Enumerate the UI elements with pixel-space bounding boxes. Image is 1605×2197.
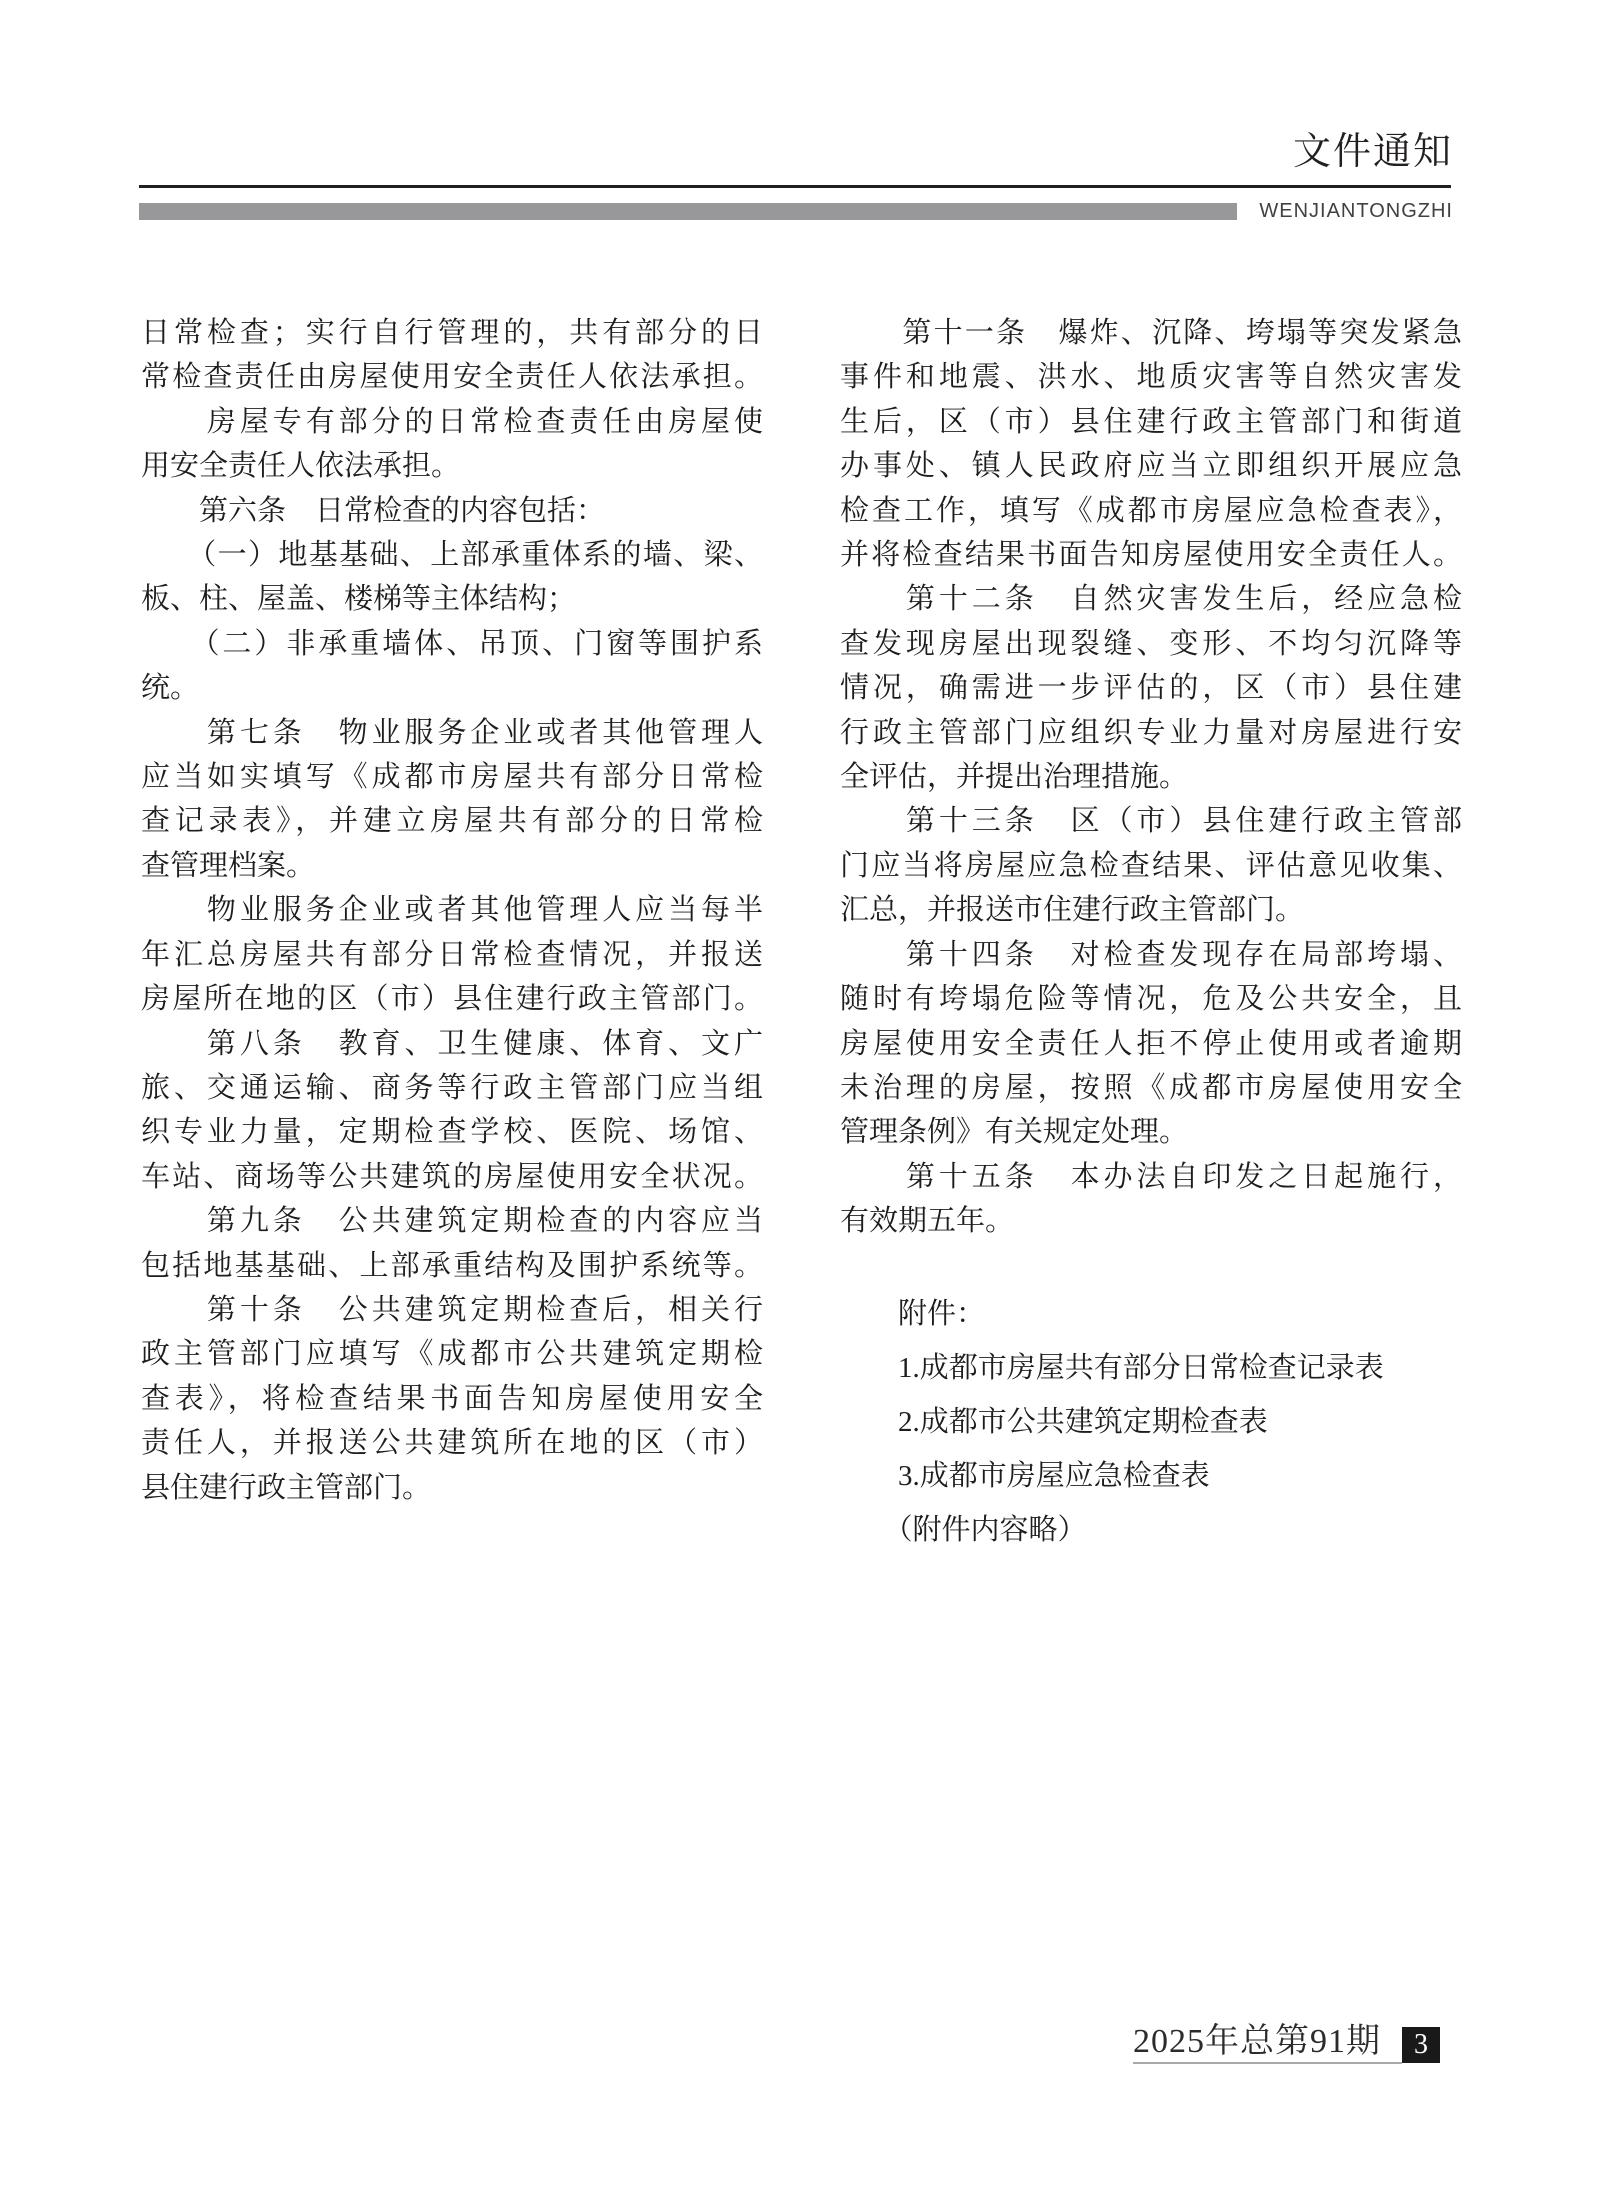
text-line: 汇总，并报送市住建行政主管部门。 [840, 894, 1305, 927]
text-line: 年汇总房屋共有部分日常检查情况，并报送 [141, 938, 763, 971]
column-right [840, 311, 1462, 1557]
text-line: 第七条 物业服务企业或者其他管理人 [141, 716, 763, 749]
text-line: 政主管部门应填写《成都市公共建筑定期检 [141, 1338, 763, 1371]
text-line: 第八条 教育、卫生健康、体育、文广 [141, 1027, 763, 1060]
text-line: 情况，确需进一步评估的，区（市）县住建 [840, 672, 1462, 705]
text-line: 第十三条 区（市）县住建行政主管部 [840, 805, 1462, 838]
header-subtitle-pinyin: WENJIANTONGZHI [1259, 200, 1453, 222]
column-right-body [840, 311, 1462, 1244]
text-line: 生后，区（市）县住建行政主管部门和街道 [840, 405, 1462, 438]
text-line: 包括地基基础、上部承重结构及围护系统等。 [141, 1249, 763, 1282]
text-line: （二）非承重墙体、吊顶、门窗等围护系 [141, 627, 763, 660]
text-line: 第十五条 本办法自印发之日起施行， [840, 1160, 1462, 1193]
text-line: 常检查责任由房屋使用安全责任人依法承担。 [141, 361, 763, 394]
text-line: 物业服务企业或者其他管理人应当每半 [141, 894, 763, 927]
text-line: 房屋所在地的区（市）县住建行政主管部门。 [141, 983, 763, 1016]
text-line: 统。 [141, 672, 200, 705]
text-line: 县住建行政主管部门。 [141, 1471, 432, 1504]
attachment-line: 2.成都市公共建筑定期检查表 [840, 1405, 1268, 1438]
text-line: 第六条 日常检查的内容包括： [141, 494, 606, 527]
text-line: 办事处、镇人民政府应当立即组织开展应急 [840, 450, 1462, 483]
text-line: 并将检查结果书面告知房屋使用安全责任人。 [840, 539, 1462, 572]
text-line: 第十二条 自然灾害发生后，经应急检 [840, 583, 1462, 616]
header-accent-bar [139, 203, 1237, 220]
text-line: 第十四条 对检查发现存在局部垮塌、 [840, 938, 1462, 971]
text-line: 车站、商场等公共建筑的房屋使用安全状况。 [141, 1160, 763, 1193]
text-line: 织专业力量，定期检查学校、医院、场馆、 [141, 1116, 763, 1149]
text-line: 旅、交通运输、商务等行政主管部门应当组 [141, 1071, 763, 1104]
column-left [141, 311, 763, 1557]
text-line: 板、柱、屋盖、楼梯等主体结构； [141, 583, 577, 616]
text-line: 全评估，并提出治理措施。 [840, 761, 1189, 794]
text-line: 房屋使用安全责任人拒不停止使用或者逾期 [840, 1027, 1462, 1060]
footer-rule [1133, 2062, 1402, 2064]
attachment-line: （附件内容略） [840, 1513, 1087, 1546]
text-line: 第九条 公共建筑定期检查的内容应当 [141, 1205, 763, 1238]
text-line: （一）地基基础、上部承重体系的墙、梁、 [141, 539, 763, 572]
page-number: 3 [1414, 2029, 1428, 2060]
text-line: 日常检查；实行自行管理的，共有部分的日 [141, 317, 763, 349]
text-line: 门应当将房屋应急检查结果、评估意见收集、 [840, 849, 1462, 882]
text-line: 有效期五年。 [840, 1205, 1015, 1238]
attachment-list [840, 1287, 1462, 1557]
text-line: 用安全责任人依法承担。 [141, 450, 461, 483]
text-line: 行政主管部门应组织专业力量对房屋进行安 [840, 716, 1462, 749]
issue-label: 2025年总第91期 [1133, 2023, 1381, 2060]
text-line: 第十一条 爆炸、沉降、垮塌等突发紧急 [840, 317, 1462, 349]
text-line: 查发现房屋出现裂缝、变形、不均匀沉降等 [840, 627, 1462, 660]
text-line: 未治理的房屋，按照《成都市房屋使用安全 [840, 1071, 1462, 1104]
text-line: 房屋专有部分的日常检查责任由房屋使 [141, 405, 763, 438]
text-line: 管理条例》有关规定处理。 [840, 1116, 1189, 1149]
text-line: 查管理档案。 [141, 849, 316, 882]
text-line: 责任人，并报送公共建筑所在地的区（市） [141, 1427, 763, 1460]
attachment-line: 附件： [840, 1297, 986, 1330]
attachment-line: 3.成都市房屋应急检查表 [840, 1459, 1210, 1492]
text-line: 随时有垮塌危险等情况，危及公共安全，且 [840, 983, 1462, 1016]
page-number-box [1402, 2027, 1440, 2063]
header-rule [139, 185, 1451, 188]
text-line: 查表》，将检查结果书面告知房屋使用安全 [141, 1382, 763, 1415]
attachment-line: 1.成都市房屋共有部分日常检查记录表 [840, 1351, 1384, 1384]
text-line: 应当如实填写《成都市房屋共有部分日常检 [141, 761, 763, 794]
article-body [141, 311, 1462, 1557]
text-line: 事件和地震、洪水、地质灾害等自然灾害发 [840, 361, 1462, 394]
text-line: 查记录表》，并建立房屋共有部分的日常检 [141, 805, 763, 838]
text-line: 第十条 公共建筑定期检查后，相关行 [141, 1293, 763, 1326]
page-title: 文件通知 [1292, 131, 1453, 173]
text-line: 检查工作，填写《成都市房屋应急检查表》， [840, 494, 1462, 527]
